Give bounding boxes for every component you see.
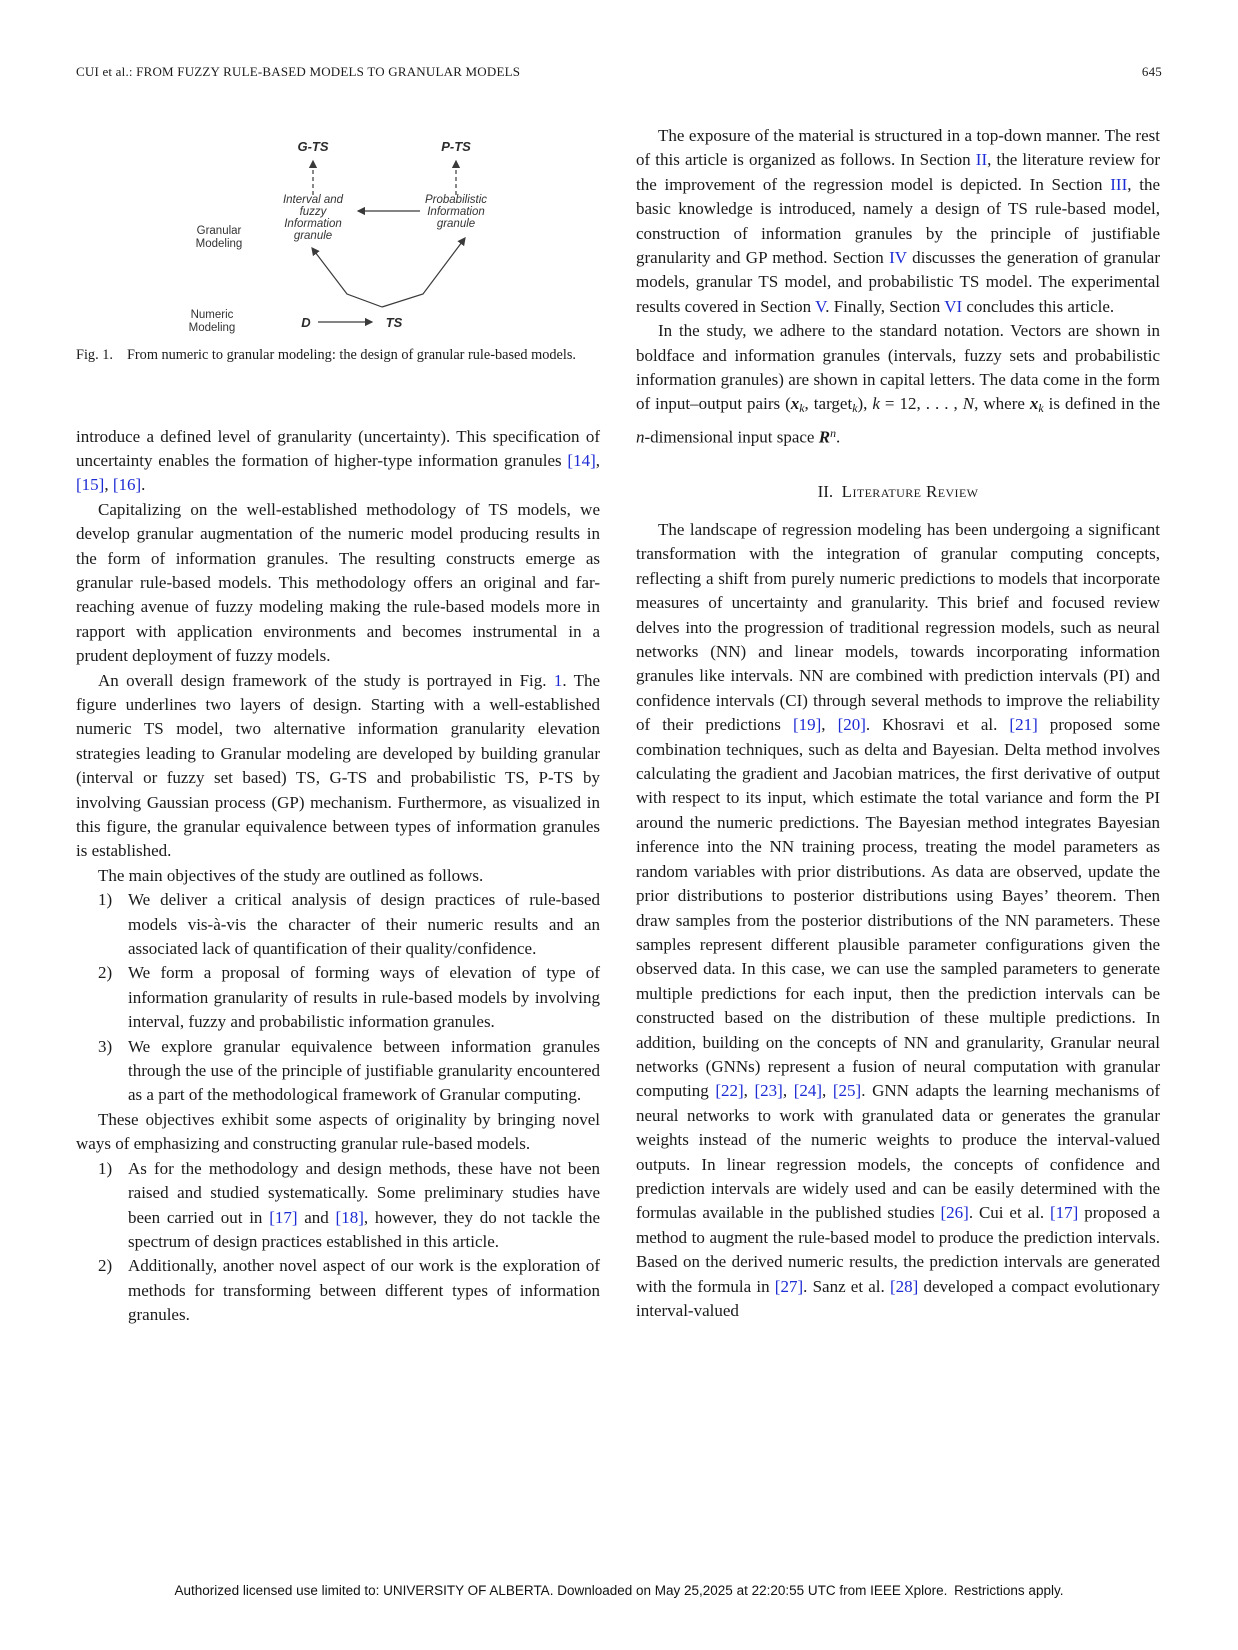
figure-1-diagram	[76, 115, 600, 335]
text-run: ,	[595, 450, 600, 470]
paragraph	[76, 498, 600, 669]
text-run: proposed a method to augment the rule-based model to produce the prediction intervals. Based on the derived numeric results, the prediction intervals are generated with the formula in	[636, 1203, 1160, 1296]
text-run: ,	[822, 1081, 833, 1101]
paragraph	[636, 518, 1160, 1323]
citation-link[interactable]: II	[975, 150, 988, 170]
citation-link[interactable]: [17]	[1050, 1203, 1079, 1223]
list-item	[76, 888, 600, 961]
citation-link[interactable]: [18]	[335, 1207, 364, 1227]
text-run: An overall design framework of the study is portrayed in Fig.	[98, 670, 554, 690]
arrow-ts-to-prob-granule	[382, 238, 465, 307]
citation-link[interactable]: III	[1110, 174, 1128, 194]
citation-link[interactable]: [25]	[832, 1081, 862, 1101]
text-run: These objectives exhibit some aspects of originality by bringing novel ways of emphasizing and constructing granular rule-based models.	[76, 1109, 600, 1154]
figure-caption-label: Fig. 1.	[76, 347, 113, 363]
text-run: , the literature review for the improvement of the regression model is depicted. In Section	[636, 150, 1160, 194]
text-run: ,	[743, 1081, 755, 1101]
left-column	[76, 115, 600, 1328]
svg-text:fuzzy: fuzzy	[299, 206, 327, 218]
text-run: discusses the generation of granular models, granular TS model, and probabilistic TS model. The experimental results covered in Section	[636, 248, 1161, 316]
list-item	[76, 1254, 600, 1327]
text-run: ,	[104, 475, 113, 495]
citation-link[interactable]: [15]	[76, 475, 105, 495]
text-run: ,	[782, 1081, 794, 1101]
citation-link[interactable]: V	[815, 296, 826, 316]
text-run: R	[818, 427, 831, 447]
list-item	[76, 1157, 600, 1255]
text-run: We form a proposal of forming ways of elevation of type of information granularity of results in rule-based models by involving interval, fuzzy and probabilistic information granules.	[128, 963, 600, 1032]
paragraph	[76, 669, 600, 864]
text-run: , however, they do not tackle the spectrum of design practices established in this article.	[128, 1207, 601, 1251]
svg-text:Interval and: Interval and	[282, 194, 344, 206]
figure-label-numeric-modeling	[189, 309, 236, 334]
text-run: . Sanz et al.	[803, 1276, 890, 1296]
text-run: . Cui et al.	[968, 1203, 1050, 1223]
svg-text:Information: Information	[284, 218, 342, 230]
citation-link[interactable]: [17]	[269, 1207, 298, 1227]
paragraph	[76, 864, 600, 888]
figure-label-interval-granule	[283, 194, 344, 242]
citation-link[interactable]: [16]	[112, 475, 142, 495]
text-run: . Finally, Section	[825, 296, 945, 316]
text-run: The exposure of the material is structured in a top-down manner. The rest of this article is organized as follows. In Section	[636, 126, 1160, 170]
text-run: Capitalizing on the well-established methodology of TS models, we develop granular augmentation of the numeric model producing results in the form of information granules. The resulting constructs emerge as granular rule-based models. This methodology offers an original and far-reaching avenue of fuzzy modeling making the rule-based models more in rapport with application environments and becomes instrumental in a prudent deployment of fuzzy models.	[76, 499, 600, 666]
text-run: ),	[857, 394, 873, 414]
text-run: and	[297, 1207, 336, 1227]
license-notice: Authorized licensed use limited to: UNIVERSITY OF ALBERTA. Downloaded on May 25,2025 at 22:20:55 UTC from IEEE Xplore. Restrictions apply.	[174, 1583, 1064, 1598]
svg-text:Information: Information	[427, 206, 485, 218]
paragraph	[636, 319, 1160, 449]
list-item	[76, 961, 600, 1034]
text-run: The main objectives of the study are outlined as follows.	[98, 865, 484, 885]
svg-text:granule: granule	[436, 218, 476, 230]
text-run: , where	[974, 394, 1030, 414]
svg-text:Modeling: Modeling	[188, 322, 236, 334]
text-run: We explore granular equivalence between information granules through the use of the principle of justifiable granularity encountered as a part of the methodological framework of Granular computing.	[128, 1036, 600, 1105]
figure-label-gts: G-TS	[297, 139, 329, 154]
text-run: k	[799, 401, 805, 416]
text-run: proposed some combination techniques, such as delta and Bayesian. Delta method involves calculating the gradient and Jacobian matrices, the first derivative of output with respect to its input, which estimate the total variance and form the PI around the numeric predictions. The Bayesian method integrates Bayesian inference into the NN training process, treating the model parameters as random variables with prior distributions. As data are observed, update the prior distributions to posterior distributions using Bayes’ theorem. Then draw samples from the posterior distributions of the NN parameters. These samples represent different plausible parameter configurations given the observed data. In this case, we can use the sampled parameters to generate multiple predictions for each input, then the prediction intervals can be constructed based on the distribution of these multiple predictions. In addition, building on the concepts of NN and granularity, Granular neural networks (GNNs) represent a fusion of neural computation with granular computing	[636, 715, 1161, 1101]
svg-text:Granular: Granular	[196, 225, 242, 237]
figure-caption-text: From numeric to granular modeling: the design of granular rule-based models.	[126, 347, 576, 363]
figure-label-probabilistic-granule	[425, 194, 487, 230]
text-run: . Khosravi et al.	[865, 715, 1010, 735]
page-number: 645	[1141, 64, 1162, 79]
figure-label-d: D	[301, 315, 311, 330]
svg-text:Modeling: Modeling	[195, 238, 243, 250]
citation-link[interactable]: [28]	[889, 1276, 919, 1296]
citation-link[interactable]: [20]	[837, 715, 866, 735]
section-heading	[636, 480, 1160, 504]
paragraph	[636, 124, 1160, 319]
section-number: II.	[817, 481, 842, 501]
text-run: x	[1029, 394, 1039, 414]
citation-link[interactable]: [21]	[1009, 715, 1038, 735]
text-run: As for the methodology and design methods, these have not been raised and studied systematically. Some preliminary studies have been carried out in	[128, 1158, 600, 1227]
text-run: .	[836, 427, 841, 447]
svg-text:Probabilistic: Probabilistic	[425, 194, 487, 206]
figure-label-pts: P-TS	[441, 139, 471, 154]
list-number: 2)	[98, 1256, 113, 1276]
text-run: is defined in the	[1043, 394, 1160, 414]
citation-link[interactable]: [23]	[754, 1081, 783, 1101]
right-column	[636, 124, 1160, 1323]
list-number: 1)	[98, 1158, 113, 1178]
right-column-body	[636, 124, 1160, 1323]
citation-link[interactable]: IV	[889, 248, 907, 268]
citation-link[interactable]: [19]	[792, 715, 822, 735]
paragraph	[76, 1108, 600, 1157]
left-column-body	[76, 425, 600, 1328]
text-run: . The figure underlines two layers of design. Starting with a well-established numeric TS model, two alternative information granularity elevation strategies leading to Granular modeling are developed by building granular (interval or fuzzy set based) TS, G-TS and probabilistic TS, P-TS by involving Gaussian process (GP) mechanism. Furthermore, as visualized in this figure, the granular equivalence between types of information granules is established.	[76, 670, 601, 861]
list-number: 2)	[98, 963, 113, 983]
text-run: . GNN adapts the learning mechanisms of neural networks to work with granulated data or generates the granular weights instead of the numeric weights to produce the interval-valued outputs. In linear regression models, the concepts of confidence and prediction intervals are widely used and can be easily determined with the formulas available in the published studies	[636, 1081, 1161, 1223]
text-run: k	[872, 394, 880, 414]
text-run: Additionally, another novel aspect of our work is the exploration of methods for transforming between different types of information granules.	[128, 1256, 600, 1325]
running-head	[76, 64, 1162, 80]
citation-link[interactable]: 1	[553, 670, 563, 690]
citation-link[interactable]: [26]	[940, 1203, 969, 1223]
svg-text:granule: granule	[293, 230, 333, 242]
citation-link[interactable]: [14]	[567, 450, 596, 470]
svg-text:Numeric: Numeric	[190, 309, 234, 321]
text-run: The landscape of regression modeling has been undergoing a significant transformation with the integration of granular computing concepts, reflecting a shift from purely numeric predictions to models that incorporate measures of uncertainty and granularity. This brief and focused review delves into the progression of traditional regression models, such as neural networks (NN) and linear models, towards incorporating information granules like intervals. NN are combined with prediction intervals (PI) and confidence intervals (CI) through several methods to improve the reliability of their predictions	[636, 520, 1160, 735]
paragraph	[76, 425, 600, 498]
section-title: Literature Review	[841, 481, 979, 501]
list-number: 3)	[98, 1036, 113, 1056]
text-run: concludes this article.	[962, 296, 1115, 316]
text-run: We deliver a critical analysis of design practices of rule-based models vis-à-vis the character of their numeric results and an associated lack of quantification of their quality/confidence.	[128, 890, 600, 959]
text-run: introduce a defined level of granularity (uncertainty). This specification of uncertainty enables the formation of higher-type information granules	[76, 426, 600, 470]
figure-caption	[76, 345, 600, 367]
text-run: -dimensional input space	[644, 427, 819, 447]
text-run: developed a compact evolutionary interval-valued	[636, 1276, 1160, 1320]
list-number: 1)	[98, 890, 113, 910]
citation-link[interactable]: [22]	[715, 1081, 744, 1101]
text-run: ,	[821, 715, 838, 735]
text-run: = 12, . . . ,	[879, 394, 963, 414]
text-run: n	[636, 427, 645, 447]
text-run: x	[790, 394, 800, 414]
text-run: , the basic knowledge is introduced, namely a design of TS rule-based model, construction of information granules by the principle of justifiable granularity and GP method. Section	[636, 174, 1160, 268]
figure-label-granular-modeling	[196, 225, 243, 250]
text-run: In the study, we adhere to the standard notation. Vectors are shown in boldface and information granules (intervals, fuzzy sets and probabilistic information granules) are shown in capital letters. The data come in the form of input–output pairs (	[636, 321, 1160, 414]
text-run: .	[141, 475, 146, 495]
text-run: N	[962, 394, 975, 414]
text-run: n	[830, 425, 837, 440]
citation-link[interactable]: [27]	[774, 1276, 804, 1296]
running-title: CUI et al.: FROM FUZZY RULE-BASED MODELS TO GRANULAR MODELS	[76, 64, 521, 79]
list-item	[76, 1035, 600, 1108]
citation-link[interactable]: [24]	[793, 1081, 823, 1101]
arrow-ts-to-interval-granule	[312, 248, 382, 307]
text-run: , target	[804, 394, 853, 414]
citation-link[interactable]: VI	[944, 296, 963, 316]
text-run: k	[1038, 401, 1044, 416]
text-run: k	[852, 401, 858, 416]
figure-label-ts: TS	[385, 315, 403, 330]
